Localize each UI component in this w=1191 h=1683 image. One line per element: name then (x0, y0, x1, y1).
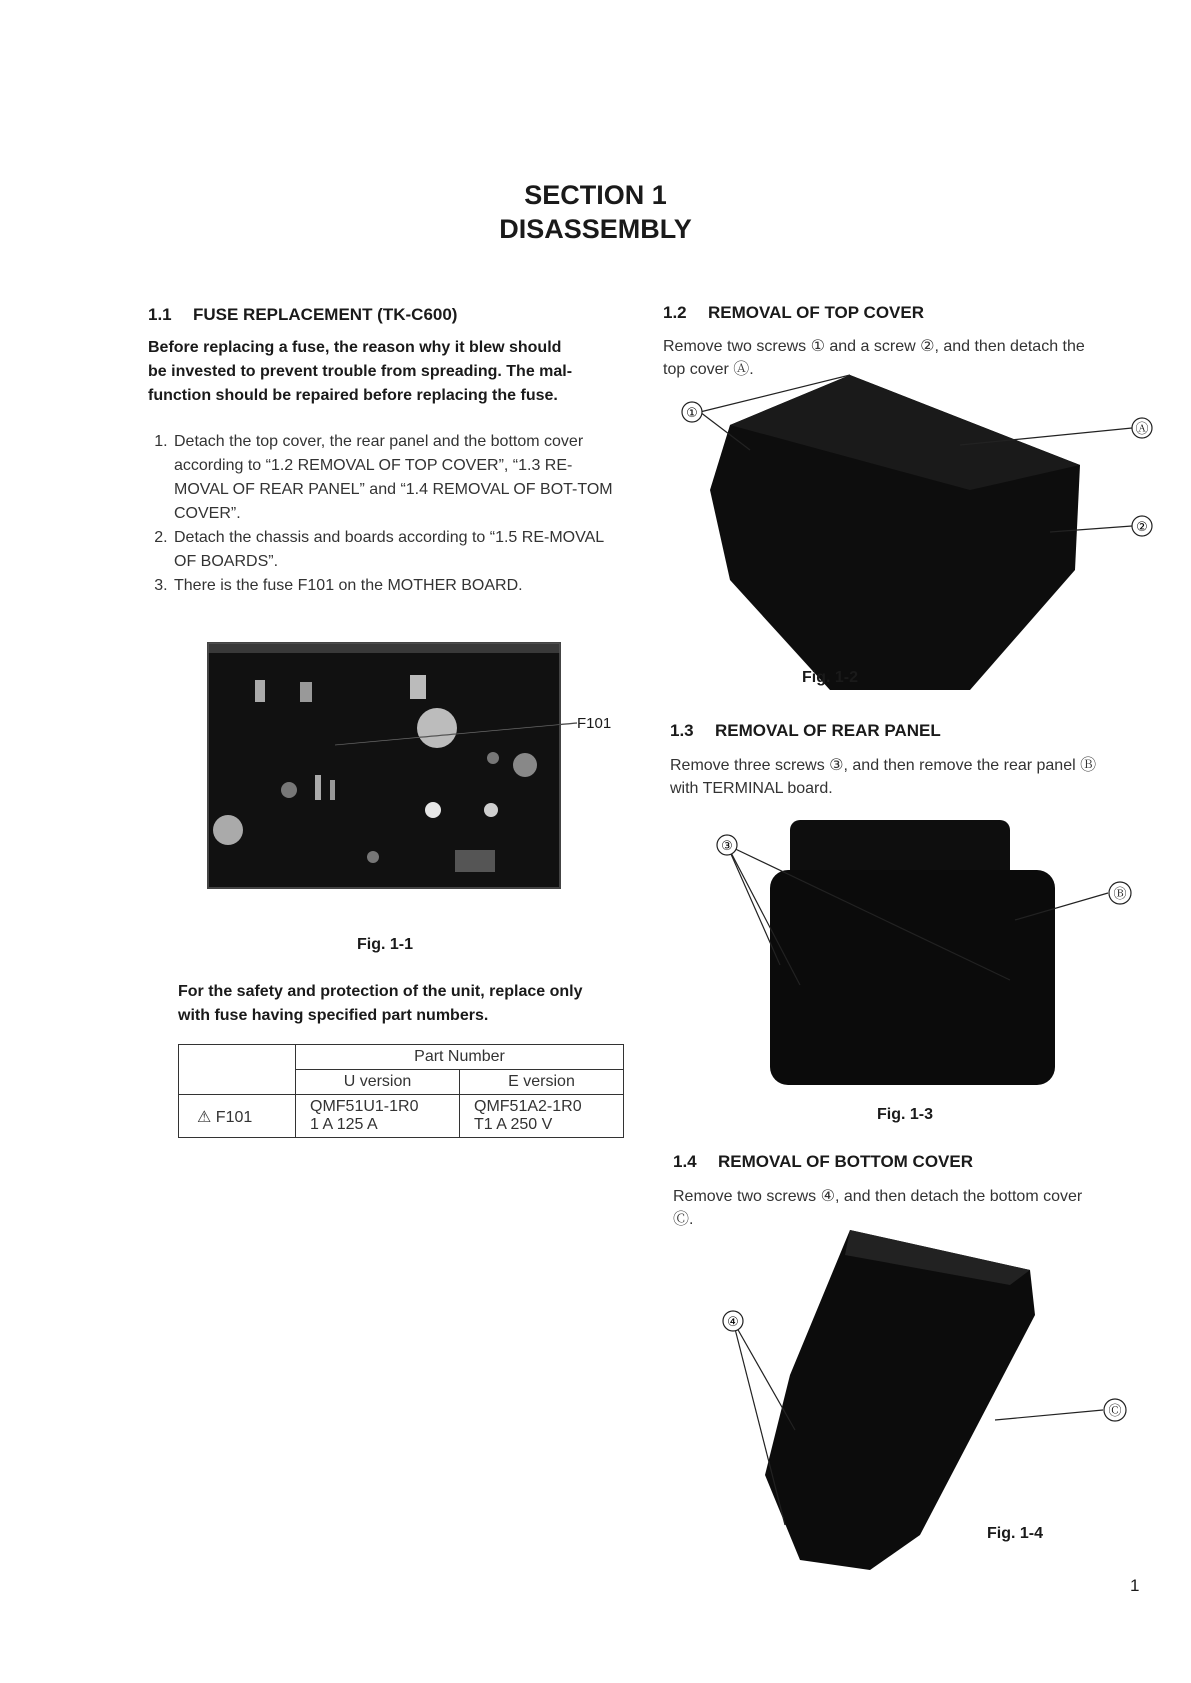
u-rating: 1 A 125 A (310, 1116, 378, 1133)
u-part-number: QMF51U1-1R0 (310, 1098, 419, 1115)
fuse-part-table (178, 1044, 624, 1138)
fig-1-4-figure (700, 1225, 1150, 1580)
heading-1-3-number: 1.3 (670, 721, 694, 740)
safety-note (178, 980, 638, 1028)
top-cover-line-2: top cover Ⓐ. (663, 361, 754, 378)
rear-panel-line-1: Remove three screws ③, and then remove the rear panel Ⓑ (670, 757, 1097, 774)
mother-board-photo (205, 640, 625, 900)
fig-1-3-caption: Fig. 1-3 (877, 1106, 934, 1123)
warning-triangle-icon: ⚠ (197, 1109, 212, 1126)
rear-panel-photo (700, 815, 1160, 1095)
u-version-header: U version (296, 1070, 460, 1095)
procedure-steps (148, 430, 623, 598)
heading-1-4-title: REMOVAL OF BOTTOM COVER (718, 1152, 974, 1171)
bottom-cover-line-1: Remove two screws ④, and then detach the bottom cover (673, 1188, 1083, 1205)
callout-screw-3: ③ (721, 839, 733, 854)
fuse-warning-line: function should be repaired before replacing the fuse. (148, 387, 558, 404)
procedure-step-1: 1. Detach the top cover, the rear panel and the bottom cover according to “1.2 REMOVAL OF TOP COVER”, “1.3 RE-MOVAL OF REAR PANEL” and “1.4 REMOVAL OF BOT-TOM COVER”. (172, 430, 623, 526)
callout-screw-4: ④ (727, 1315, 739, 1330)
heading-1-4-number: 1.4 (673, 1152, 697, 1171)
callout-screw-1: ① (686, 406, 698, 421)
callout-bottom-cover-c: Ⓒ (1108, 1404, 1122, 1419)
empty-header-cell (179, 1045, 296, 1095)
procedure-step-2: 2. Detach the chassis and boards according to “1.5 RE-MOVAL OF BOARDS”. (172, 526, 623, 574)
heading-1-1 (148, 305, 457, 325)
heading-1-1-number: 1.1 (148, 305, 172, 324)
fig-1-1-figure (205, 640, 625, 900)
heading-1-2-title: REMOVAL OF TOP COVER (708, 303, 924, 322)
fuse-row-label (179, 1095, 296, 1138)
fuse-warning-line: Before replacing a fuse, the reason why it blew should (148, 339, 562, 356)
part-number-header: Part Number (296, 1045, 624, 1070)
f101-callout-label: F101 (577, 715, 612, 732)
heading-1-2-number: 1.2 (663, 303, 687, 322)
heading-1-2 (663, 303, 924, 323)
fuse-warning (148, 336, 628, 408)
fig-1-2-caption: Fig. 1-2 (802, 669, 859, 686)
fuse-warning-line: be invested to prevent trouble from spreading. The mal- (148, 363, 573, 380)
heading-1-3-title: REMOVAL OF REAR PANEL (715, 721, 941, 740)
callout-top-cover-a: Ⓐ (1135, 422, 1149, 437)
rear-panel-instructions (670, 754, 1170, 800)
page-title: DISASSEMBLY (499, 214, 692, 244)
callout-rear-panel-b: Ⓑ (1113, 887, 1127, 902)
fig-1-1-caption: Fig. 1-1 (357, 936, 414, 953)
top-cover-photo (670, 370, 1160, 700)
safety-note-line: with fuse having specified part numbers. (178, 1007, 489, 1024)
bottom-cover-line-2: Ⓒ. (673, 1211, 694, 1228)
fuse-id: F101 (215, 1109, 253, 1126)
top-cover-line-1: Remove two screws ① and a screw ②, and then detach the (663, 338, 1085, 355)
bottom-cover-photo (700, 1225, 1150, 1580)
e-version-header: E version (460, 1070, 624, 1095)
section-number: SECTION 1 (524, 180, 667, 210)
fig-1-2-figure (670, 370, 1160, 700)
e-version-cell (460, 1095, 624, 1138)
procedure-step-3: 3. There is the fuse F101 on the MOTHER BOARD. (172, 574, 623, 598)
heading-1-3 (670, 721, 941, 741)
fig-1-3-figure (700, 815, 1160, 1095)
u-version-cell (296, 1095, 460, 1138)
heading-1-1-title: FUSE REPLACEMENT (TK-C600) (193, 305, 458, 324)
safety-note-line: For the safety and protection of the unit, replace only (178, 983, 583, 1000)
e-part-number: QMF51A2-1R0 (474, 1098, 582, 1115)
callout-screw-2: ② (1136, 520, 1148, 535)
fig-1-4-caption: Fig. 1-4 (987, 1525, 1044, 1542)
rear-panel-line-2: with TERMINAL board. (670, 780, 833, 797)
page-number: 1 (1130, 1576, 1140, 1595)
e-rating: T1 A 250 V (474, 1116, 553, 1133)
heading-1-4 (673, 1152, 973, 1172)
